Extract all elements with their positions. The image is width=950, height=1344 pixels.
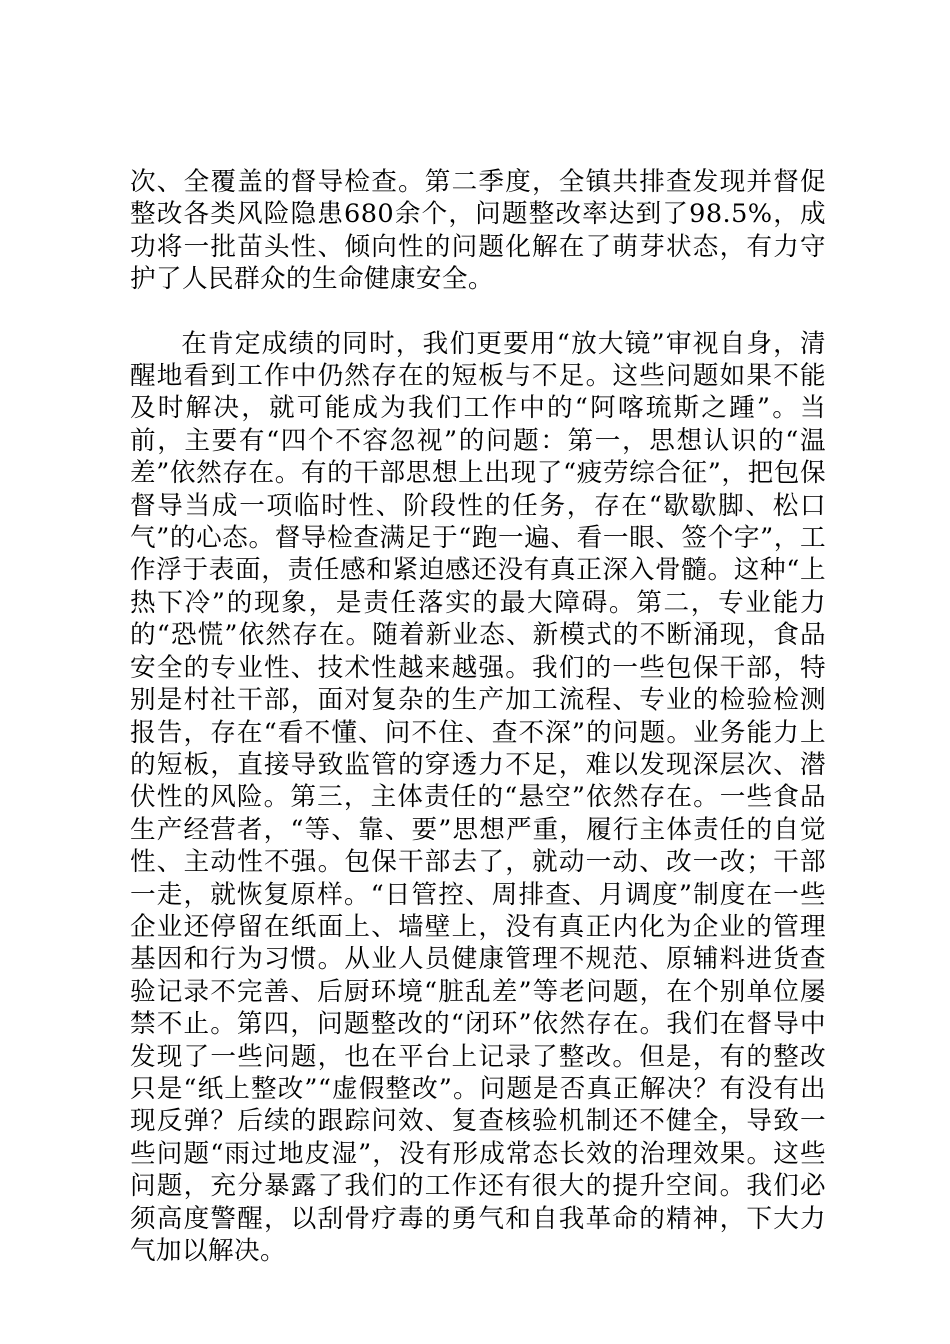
- paragraph-spacer: [130, 296, 826, 328]
- paragraph-problems: 在肯定成绩的同时，我们更要用“放大镜”审视自身，清醒地看到工作中仍然存在的短板与不足。这些问题如果不能及时解决，就可能成为我们工作中的“阿喀琉斯之踵”。当前，主要有“四个不容忽视”的问题：第一，思想认识的“温差”依然存在。有的干部思想上出现了“疲劳综合征”，把包保督导当成一项临时性、阶段性的任务，存在“歇歇脚、松口气”的心态。督导检查满足于“跑一遍、看一眼、签个字”，工作浮于表面，责任感和紧迫感还没有真正深入骨髓。这种“上热下冷”的现象，是责任落实的最大障碍。第二，专业能力的“恐慌”依然存在。随着新业态、新模式的不断涌现，食品安全的专业性、技术性越来越强。我们的一些包保干部，特别是村社干部，面对复杂的生产加工流程、专业的检验检测报告，存在“看不懂、问不住、查不深”的问题。业务能力上的短板，直接导致监管的穿透力不足，难以发现深层次、潜伏性的风险。第三，主体责任的“悬空”依然存在。一些食品生产经营者，“等、靠、要”思想严重，履行主体责任的自觉性、主动性不强。包保干部去了，就动一动、改一改；干部一走，就恢复原样。“日管控、周排查、月调度”制度在一些企业还停留在纸面上、墙壁上，没有真正内化为企业的管理基因和行为习惯。从业人员健康管理不规范、原辅料进货查验记录不完善、后厨环境“脏乱差”等老问题，在个别单位屡禁不止。第四，问题整改的“闭环”依然存在。我们在督导中发现了一些问题，也在平台上记录了整改。但是，有的整改只是“纸上整改”“虚假整改”。问题是否真正解决？有没有出现反弹？后续的跟踪问效、复查核验机制还不健全，导致一些问题“雨过地皮湿”，没有形成常态长效的治理效果。这些问题，充分暴露了我们的工作还有很大的提升空间。我们必须高度警醒，以刮骨疗毒的勇气和自我革命的精神，下大力气加以解决。: [130, 328, 826, 1266]
- paragraph-continuation: 次、全覆盖的督导检查。第二季度，全镇共排查发现并督促整改各类风险隐患680余个，问题整改率达到了98.5%，成功将一批苗头性、倾向性的问题化解在了萌芽状态，有力守护了人民群众的生命健康安全。: [130, 167, 826, 295]
- document-page: [130, 166, 826, 1267]
